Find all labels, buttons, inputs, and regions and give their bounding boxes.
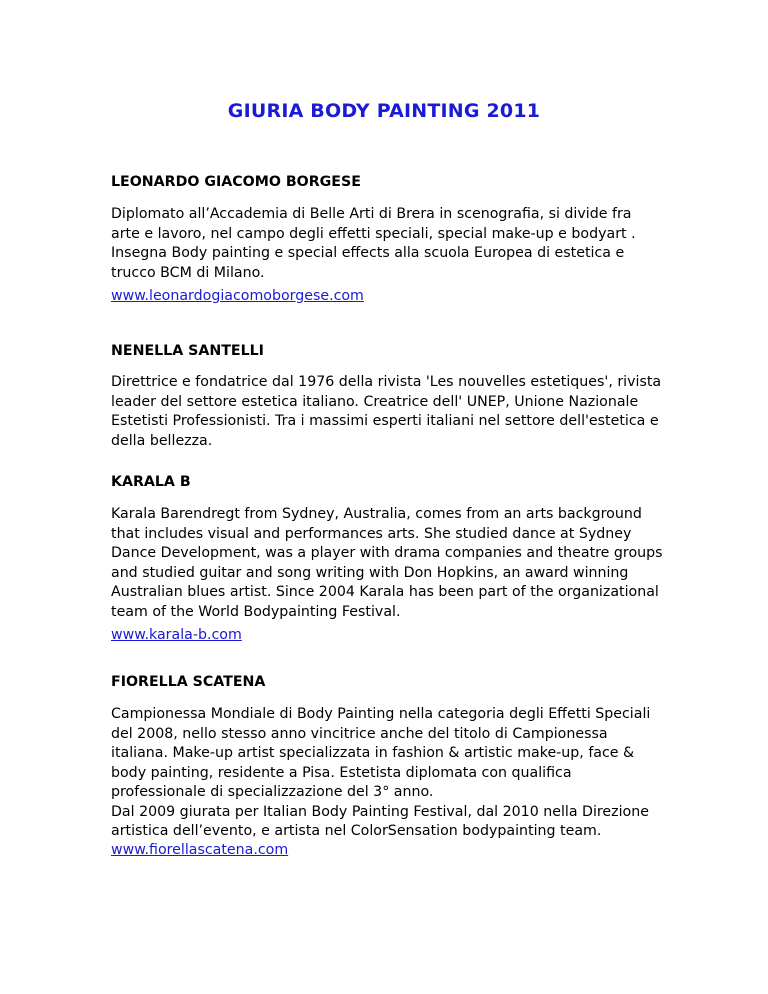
- bio-line: Estetisti Professionisti. Tra i massimi esperti italiani nel settore dell'estetica e: [111, 413, 659, 429]
- juror-website-link[interactable]: www.karala-b.com: [111, 627, 242, 643]
- bio-line: italiana. Make-up artist specializzata in fashion & artistic make-up, face &: [111, 745, 635, 761]
- juror-website-link[interactable]: www.leonardogiacomoborgese.com: [111, 288, 364, 304]
- bio-line: Dal 2009 giurata per Italian Body Painting Festival, dal 2010 nella Direzione: [111, 803, 649, 820]
- bio-line: leader del settore estetica italiano. Creatrice dell' UNEP, Unione Nazionale: [111, 393, 639, 410]
- page-title: GIURIA BODY PAINTING 2011: [227, 100, 541, 122]
- bio-line: arte e lavoro, nel campo degli effetti speciali, special make-up e bodyart .: [111, 225, 636, 242]
- bio-line: Karala Barendregt from Sydney, Australia, comes from an arts background: [111, 506, 642, 522]
- juror-bio: [111, 505, 671, 622]
- bio-line: professionale di specializzazione del 3° anno.: [111, 784, 434, 800]
- bio-line: Insegna Body painting e special effects alla scuola Europea di estetica e: [111, 245, 625, 261]
- bio-line: della bellezza.: [111, 432, 213, 449]
- bio-line: and studied guitar and song writing with Don Hopkins, an award winning: [111, 564, 629, 581]
- bio-line: that includes visual and performances arts. She studied dance at Sydney: [111, 525, 632, 542]
- juror-website-link[interactable]: www.fiorellascatena.com: [111, 842, 289, 858]
- bio-line: Australian blues artist. Since 2004 Karala has been part of the organizational: [111, 584, 659, 600]
- juror-name: NENELLA SANTELLI: [111, 343, 264, 359]
- bio-line: body painting, residente a Pisa. Estetista diplomata con qualifica: [111, 764, 572, 781]
- juror-name: FIORELLA SCATENA: [111, 674, 266, 690]
- juror-bio: [111, 373, 671, 451]
- juror-bio: [111, 205, 671, 283]
- bio-line: del 2008, nello stesso anno vincitrice anche del titolo di Campionessa: [111, 725, 608, 742]
- bio-line: Direttrice e fondatrice dal 1976 della rivista 'Les nouvelles estetiques', rivista: [111, 374, 662, 390]
- juror-name: KARALA B: [111, 474, 191, 490]
- juror-bio: [111, 705, 671, 842]
- bio-line: team of the World Bodypainting Festival.: [111, 603, 401, 620]
- juror-name: LEONARDO GIACOMO BORGESE: [111, 174, 361, 190]
- bio-line: Campionessa Mondiale di Body Painting nella categoria degli Effetti Speciali: [111, 706, 651, 722]
- bio-line: artistica dell’evento, e artista nel ColorSensation bodypainting team.: [111, 823, 602, 839]
- bio-line: Dance Development, was a player with drama companies and theatre groups: [111, 545, 663, 561]
- bio-line: trucco BCM di Milano.: [111, 264, 265, 281]
- bio-line: Diplomato all’Accademia di Belle Arti di Brera in scenografia, si divide fra: [111, 206, 632, 222]
